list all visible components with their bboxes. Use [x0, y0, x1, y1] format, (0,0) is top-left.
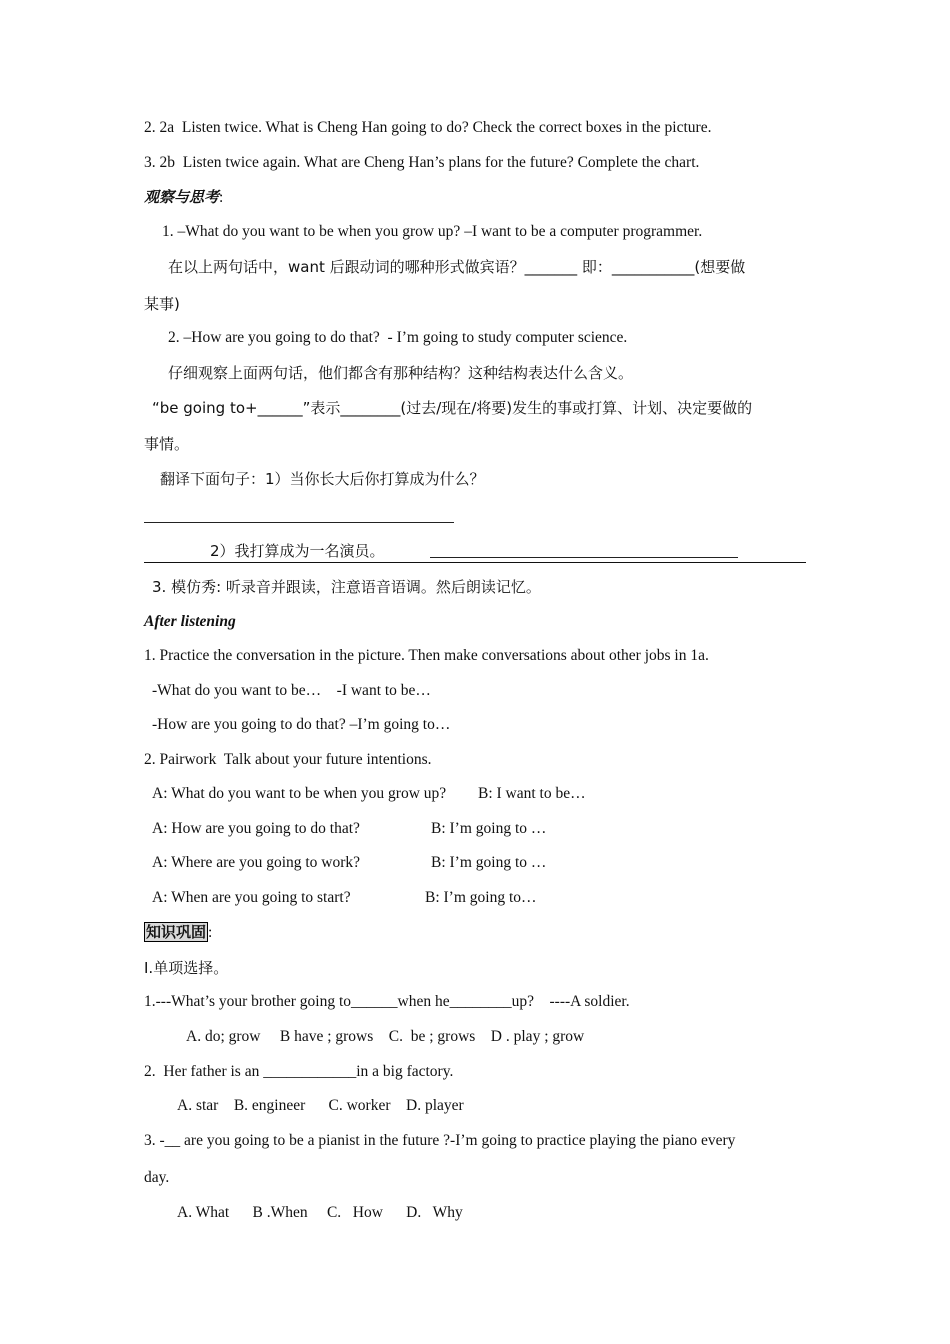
observe-q1-question: 在以上两句话中，want 后跟动词的哪种形式做宾语？_______ 即：___________(想要做	[168, 258, 746, 276]
pair-a: A: What do you want to be when you grow up?	[152, 785, 447, 802]
be-going-to-note-cont: 事情。	[144, 435, 190, 453]
observe-q2-question: 仔细观察上面两句话，他们都含有那种结构？这种结构表达什么含义。	[168, 364, 634, 382]
model-line-2: -How are you going to do that? –I’m going to…	[152, 716, 451, 733]
task-2b: 3. 2b Listen twice again. What are Cheng Han’s plans for the future? Complete the chart.	[144, 154, 700, 171]
after-listening-heading: After listening	[144, 613, 236, 630]
consolidation-heading	[144, 922, 212, 943]
pair-b: B: I want to be…	[478, 785, 586, 802]
answer-line-2	[430, 557, 738, 558]
answer-line-1	[144, 522, 454, 523]
question-options: A. star B. engineer C. worker D. player	[177, 1097, 464, 1114]
pair-b: B: I’m going to…	[425, 889, 537, 906]
observe-heading-text: 观察与思考	[144, 188, 220, 206]
observe-q1-dialog: 1. –What do you want to be when you grow up? –I want to be a computer programmer.	[162, 223, 703, 240]
after-item-1: 1. Practice the conversation in the picture. Then make conversations about other jobs in 1a.	[144, 647, 709, 664]
question-options: A. do; grow B have ; grows C. be ; grows D . play ; grow	[186, 1028, 585, 1045]
consolidation-heading-text: 知识巩固	[146, 923, 207, 941]
translate-item-2: 2）我打算成为一名演员。	[210, 542, 385, 560]
pair-a: A: How are you going to do that?	[152, 820, 360, 837]
task-2a: 2. 2a Listen twice. What is Cheng Han going to do? Check the correct boxes in the picture.	[144, 119, 712, 136]
after-item-2: 2. Pairwork Talk about your future intentions.	[144, 751, 432, 768]
question-stem: 2. Her father is an ____________in a big factory.	[144, 1063, 454, 1080]
pair-a: A: Where are you going to work?	[152, 854, 361, 871]
translate-prompt: 翻译下面句子：1）当你长大后你打算成为什么？	[160, 470, 485, 488]
observe-heading	[144, 187, 223, 208]
be-going-to-note: “be going to+______”表示________(过去/现在/将要)发生的事或打算、计划、决定要做的	[152, 399, 753, 417]
question-stem: 3. -__ are you going to be a pianist in the future ?-I’m going to practice playing the piano every	[144, 1132, 736, 1149]
pair-a: A: When are you going to start?	[152, 889, 351, 906]
question-options: A. What B .When C. How D. Why	[177, 1204, 463, 1221]
pair-b: B: I’m going to …	[431, 820, 547, 837]
question-stem-cont: day.	[144, 1169, 170, 1186]
imitate-task: 3. 模仿秀: 听录音并跟读，注意语音语调。然后朗读记忆。	[152, 578, 541, 596]
model-line-1: -What do you want to be… -I want to be…	[152, 682, 431, 699]
consolidation-heading-colon: :	[208, 924, 213, 941]
observe-heading-colon: :	[219, 189, 224, 206]
section-divider	[144, 562, 806, 563]
observe-q2-dialog: 2. –How are you going to do that? - I’m going to study computer science.	[168, 329, 628, 346]
observe-q1-question-cont: 某事)	[144, 295, 180, 313]
question-stem: 1.---What’s your brother going to______when he________up? ----A soldier.	[144, 993, 630, 1010]
section-multiple-choice: I.单项选择。	[144, 959, 229, 977]
pair-b: B: I’m going to …	[431, 854, 547, 871]
